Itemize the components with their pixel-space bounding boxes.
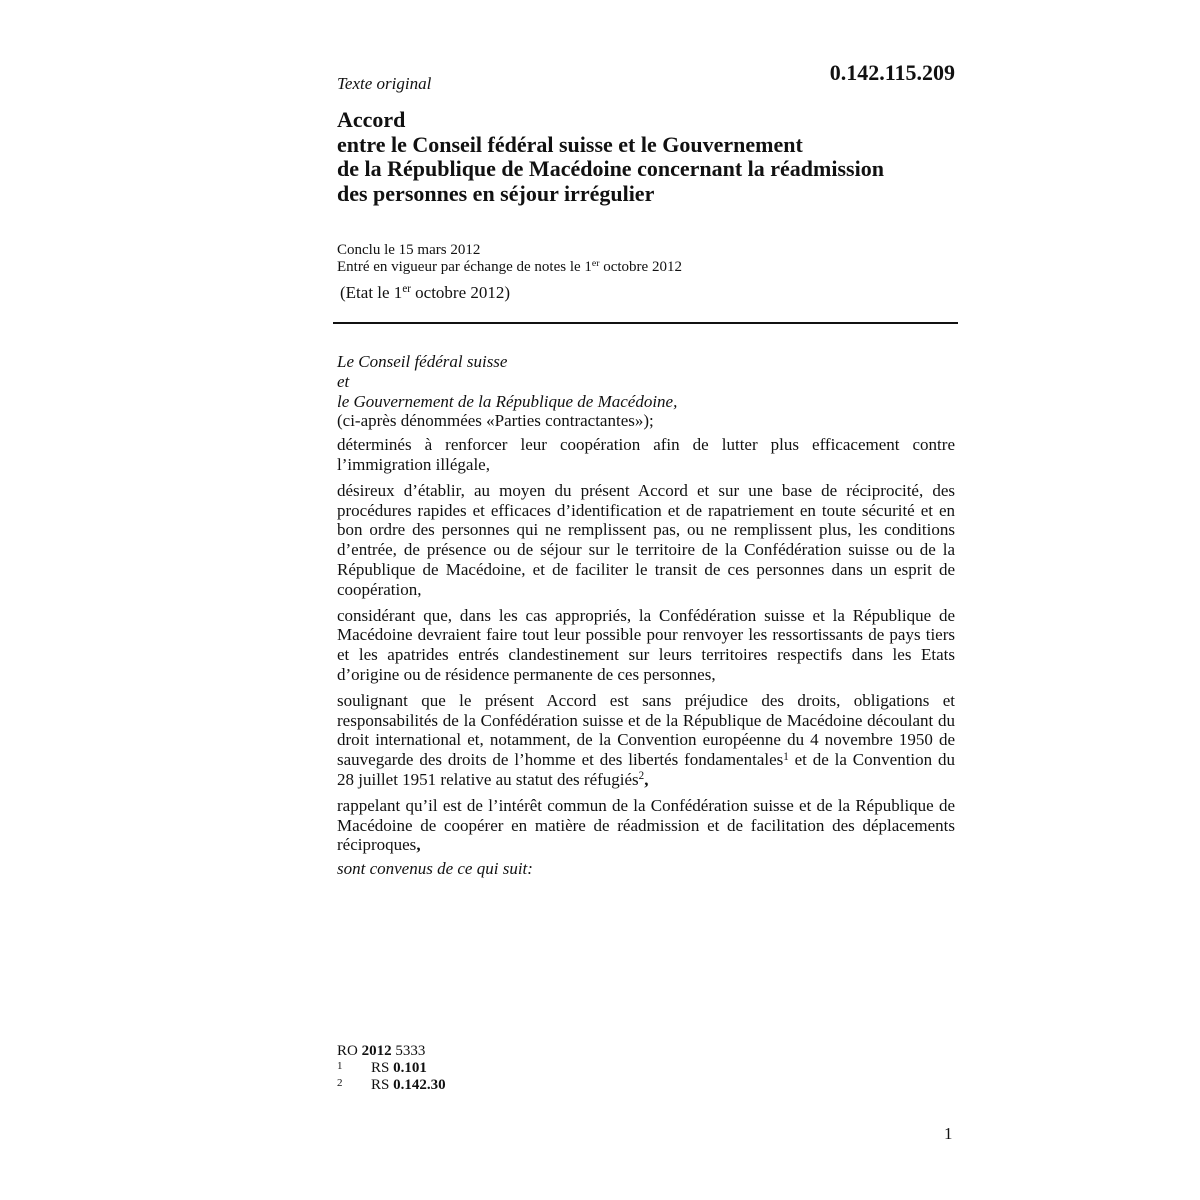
paragraph-punct: , — [416, 835, 421, 855]
page-number: 1 — [944, 1124, 953, 1143]
footnote-ref-2[interactable]: 2 — [638, 770, 645, 783]
footnote — [337, 1077, 446, 1094]
document-number: 0.142.115.209 — [829, 60, 955, 85]
entry-into-force — [337, 259, 682, 276]
footnote-ref-1[interactable]: 1 — [783, 750, 789, 763]
status-superscript: er — [402, 283, 411, 296]
paragraph-text: rappelant qu’il est de l’intérêt commun de la Confédération suisse et de la République de Macédoine de coopérer en matière de réadmission et de facilitation des déplacements réciproques — [337, 795, 955, 855]
preamble-paragraph — [337, 691, 955, 790]
footnote-number: 2 — [337, 1077, 343, 1089]
footnote-link[interactable]: 0.142.30 — [393, 1077, 446, 1093]
footnote-prefix: RS — [371, 1060, 394, 1076]
document-title — [337, 108, 977, 206]
preamble — [337, 352, 955, 879]
status-date — [340, 283, 510, 303]
status-text: (Etat le 1 — [340, 283, 403, 302]
party-2: le Gouvernement de la République de Macédoine, — [337, 391, 678, 411]
title-line: entre le Conseil fédéral suisse et le Gouvernement — [337, 131, 803, 157]
title-line: de la République de Macédoine concernant la réadmission — [337, 156, 884, 181]
preamble-paragraph: considérant que, dans les cas appropriés, la Confédération suisse et la République de Macédoine devraient faire tout leur possible pour renvoyer les ressortissants de pays tiers et les apatrides entrés clandestinement sur leurs territoires respectifs dans les Etats d’origine ou de résidence permanente de ces personnes, — [337, 605, 955, 684]
paragraph-text: soulignant que le présent Accord est sans préjudice des droits, obligations et responsabilités de la Confédération suisse et de la République de Macédoine découlant du droit international et, notamment, de la Convention européenne du 4 novembre 1950 de sauvegarde des droits de l’homme et des libertés fondamentales — [337, 690, 955, 770]
preamble-paragraph: désireux d’établir, au moyen du présent Accord et sur une base de réciprocité, des procédures rapides et efficaces d’identification et de rapatriement en toute sécurité et en bon ordre des personnes qui ne remplissent pas, ou ne remplissent plus, les conditions d’entrée, de présence ou de séjour sur le territoire de la Confédération suisse ou de la République de Macédoine, et de faciliter le transit de ces personnes dans un esprit de coopération, — [337, 480, 955, 599]
concluded-date: Conclu le 15 mars 2012 — [337, 242, 481, 258]
header-divider — [333, 322, 958, 324]
footer-references — [337, 1043, 446, 1094]
in-force-text: Entré en vigueur par échange de notes le 1 — [337, 259, 592, 275]
title-line: des personnes en séjour irrégulier — [337, 180, 655, 206]
status-text-end: octobre 2012) — [410, 283, 511, 302]
ro-page: 5333 — [391, 1043, 426, 1059]
paragraph-punct: , — [644, 769, 649, 789]
title-line: Accord — [337, 107, 406, 132]
in-force-text-end: octobre 2012 — [599, 259, 682, 275]
party-1: Le Conseil fédéral suisse — [337, 352, 508, 371]
parties-designation: (ci-après dénommées «Parties contractantes»); — [337, 411, 654, 431]
ro-prefix: RO — [337, 1043, 362, 1059]
original-text-label: Texte original — [337, 74, 432, 93]
conjunction: et — [337, 371, 350, 391]
footnote-link[interactable]: 0.101 — [393, 1060, 427, 1076]
footnote-number: 1 — [337, 1060, 343, 1072]
footnote-prefix: RS — [371, 1077, 394, 1093]
paragraph-text: et de la Convention du 28 juillet 1951 relative au statut des réfugiés — [337, 750, 955, 789]
preamble-paragraph — [337, 796, 955, 855]
closing-formula: sont convenus de ce qui suit: — [337, 859, 533, 879]
in-force-superscript: er — [591, 258, 600, 270]
ro-year: 2012 — [361, 1043, 392, 1059]
preamble-paragraph: déterminés à renforcer leur coopération afin de lutter plus efficacement contre l’immigration illégale, — [337, 435, 955, 474]
